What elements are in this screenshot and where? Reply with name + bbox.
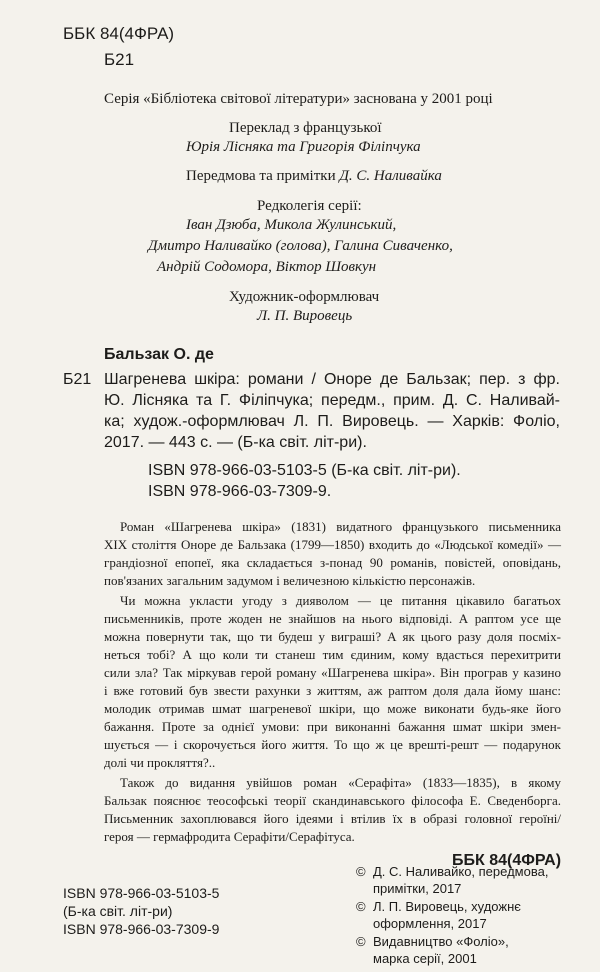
- annotation-line: Роман «Шагренева шкіра» (1831) видатного французького письменника: [120, 519, 561, 534]
- editorial-board-line-1: Іван Дзюба, Микола Жулинський,: [186, 217, 397, 233]
- catalog-author-mark: Б21: [63, 371, 92, 388]
- copyright-symbol: ©: [356, 934, 366, 949]
- annotation-line: грандіозної епопеї, яка складається з-понад 90 романів, повістей, оповідань,: [104, 555, 561, 570]
- annotation-line: сили зла? Так міркував герой роману «Шагренева шкіра». Він програв у казино: [104, 665, 561, 680]
- annotation-line: долі чи прокляття?..: [104, 755, 216, 770]
- footer-series-abbr: (Б-ка світ. літ-ри): [63, 903, 173, 919]
- footer-isbn-1: ISBN 978-966-03-5103-5: [63, 885, 220, 901]
- translator-names: Юрія Лісняка та Григорія Філіпчука: [186, 139, 421, 155]
- bbk-code-footer: ББК 84(4ФРА): [452, 852, 562, 869]
- editorial-board-label: Редколегія серії:: [257, 198, 362, 214]
- preface-credit: Передмова та примітки Д. С. Наливайка: [186, 168, 442, 184]
- catalog-description-line-2: Ю. Лісняка та Г. Філіпчука; передм., прим. Д. С. Наливай-: [104, 392, 560, 409]
- copyright-line: марка серії, 2001: [373, 951, 477, 966]
- annotation-line: XIX століття Оноре де Бальзака (1799—1850) входить до «Людської комедії» —: [104, 537, 561, 552]
- copyright-line: примітки, 2017: [373, 881, 462, 896]
- copyright-line: оформлення, 2017: [373, 916, 487, 931]
- annotation-line: Також до видання увійшов роман «Серафіта» (1833—1835), в якому: [120, 775, 561, 790]
- bbk-code-header: ББК 84(4ФРА): [63, 24, 175, 43]
- series-note: Серія «Бібліотека світової літератури» заснована у 2001 році: [104, 91, 493, 107]
- annotation-line: неться тобі? А що коли ти станеш тим єдиним, кому вдасться перехитрити: [104, 647, 561, 662]
- designer-name: Л. П. Вировець: [257, 308, 353, 324]
- annotation-line: бажання. Проте за однієї умови: при виконанні бажання шмат шкіри змен-: [104, 719, 561, 734]
- copyright-line: Видавництво «Фоліо»,: [373, 934, 509, 949]
- annotation-line: письменників, проте жоден не знайшов на нього відповіді. А раптом усе ще: [104, 611, 561, 626]
- footer-isbn-2: ISBN 978-966-03-7309-9: [63, 921, 220, 937]
- annotation-line: і вже готовий був звести рахунки з життям, аж раптом доля дала йому шанс:: [104, 683, 561, 698]
- translation-label: Переклад з французької: [229, 120, 382, 136]
- annotation-line: шується — і скорочується його життя. То що ж це врешті-решт — подарунок: [104, 737, 561, 752]
- annotation-line: молодик отримав шмат шагреневої шкіри, що може виконати будь-яке його: [104, 701, 561, 716]
- author-mark-header: Б21: [104, 50, 135, 69]
- editorial-board-line-3: Андрій Содомора, Віктор Шовкун: [157, 259, 377, 275]
- annotation-line: героя — гермафродита Серафіти/Серафітуса.: [104, 829, 355, 844]
- copyright-symbol: ©: [356, 899, 366, 914]
- copyright-line: Л. П. Вировець, художнє: [373, 899, 521, 914]
- catalog-description-line-3: ка; худож.-оформлювач Л. П. Вировець. — Харків: Фоліо,: [104, 413, 560, 430]
- catalog-isbn-1: ISBN 978-966-03-5103-5 (Б-ка світ. літ-ри).: [148, 462, 461, 479]
- copyright-line: Д. С. Наливайко, передмова,: [373, 864, 549, 879]
- annotation-line: Бальзак пояснює теософські теорії скандинавського філософа Е. Сведенборга.: [104, 793, 561, 808]
- copyright-symbol: ©: [356, 864, 366, 879]
- catalog-description-line-4: 2017. — 443 с. — (Б-ка світ. літ-ри).: [104, 434, 367, 451]
- show-through-decoration: [330, 26, 334, 43]
- annotation-line: Чи можна укласти угоду з дияволом — це питання цікавило багатьох: [120, 593, 561, 608]
- annotation-line: Письменник захоплювався його ідеями і втілив їх в образі головної героїні/: [104, 811, 561, 826]
- editorial-board-line-2: Дмитро Наливайко (голова), Галина Сиваченко,: [148, 238, 453, 254]
- designer-label: Художник-оформлювач: [229, 289, 380, 305]
- annotation-line: пов'язаних загальним задумом і величезною кількістю персонажів.: [104, 573, 476, 588]
- catalog-description-line-1: Шагренева шкіра: романи / Оноре де Бальзак; пер. з фр.: [104, 371, 560, 388]
- catalog-isbn-2: ISBN 978-966-03-7309-9.: [148, 483, 332, 500]
- annotation-line: можна повернути так, що ти будеш у виграші? А як цього разу доля посміх-: [104, 629, 561, 644]
- catalog-author: Бальзак О. де: [104, 346, 214, 363]
